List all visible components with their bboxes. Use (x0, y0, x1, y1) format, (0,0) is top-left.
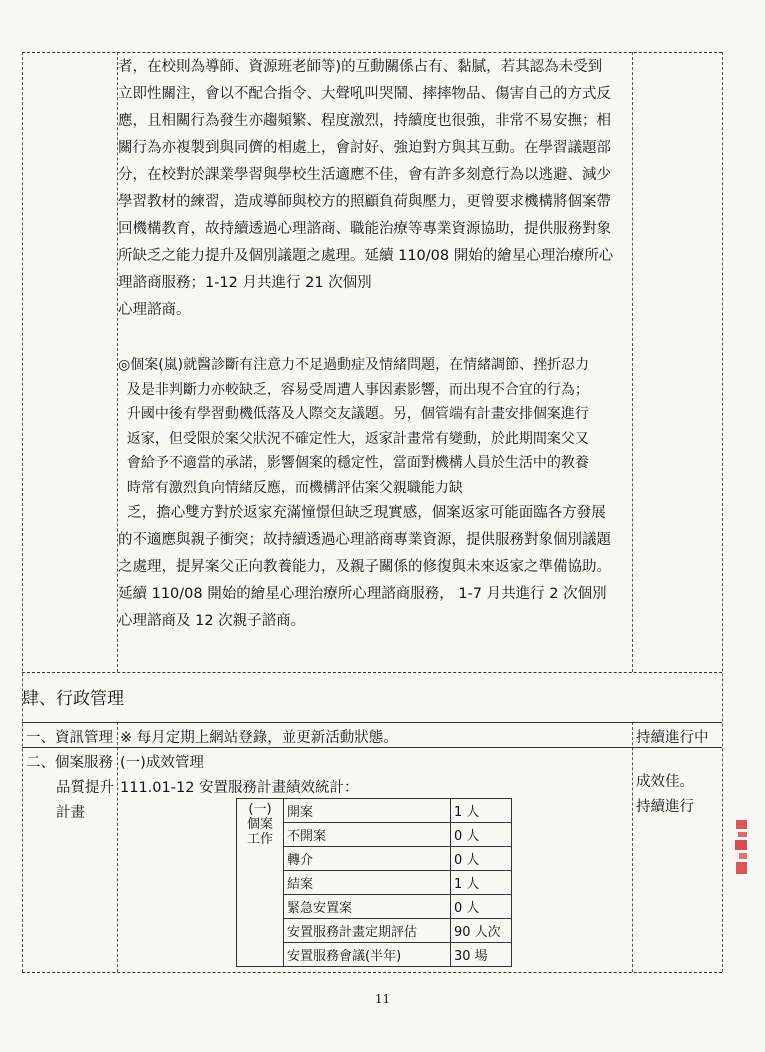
text-line: 延續 110/08 開始的繪星心理治療所心理諮商服務， 1-7 月共進行 2 次個別 (118, 586, 607, 602)
table-top-border (22, 52, 722, 53)
text-line: 升國中後有學習動機低落及人際交友議題。另，個管端有計畫安排個案進行 (118, 406, 589, 422)
text-line: 者，在校則為導師、資源班老師等)的互動關係占有、黏膩，若其認為未受到 (118, 59, 603, 75)
page-number: 11 (374, 992, 391, 1006)
group-header-line: 個案 (246, 817, 273, 832)
stat-value: 0 人 (451, 895, 512, 919)
row-separator-1 (22, 672, 722, 673)
row2-status-line-2: 持續進行 (636, 799, 694, 815)
section-title: 肆、行政管理 (22, 689, 124, 709)
text-line: 所缺乏之能力提升及個別議題之處理。延續 110/08 開始的繪星心理治療所心 (118, 248, 614, 264)
narrative-paragraph-1 (118, 54, 613, 324)
text-line: 心理諮商及 12 次親子諮商。 (118, 613, 306, 629)
text-line: 返家，但受限於案父狀況不確定性大，返家計畫常有變動，於此期間案父又 (118, 430, 589, 447)
stat-item: 不開案 (284, 823, 451, 847)
stat-item: 結案 (284, 871, 451, 895)
row2-label-line-3: 計畫 (56, 805, 85, 821)
row1-status: 持續進行中 (636, 730, 709, 746)
stat-value: 1 人 (451, 799, 512, 823)
row2-status-line-1: 成效佳。 (636, 774, 694, 790)
text-line: 會給予不適當的承諾，影響個案的穩定性，當面對機構人員於生活中的教養 (118, 455, 589, 471)
stat-item: 緊急安置案 (284, 895, 451, 919)
text-line: 乏，擔心雙方對於返家充滿憧憬但缺乏現實感，個案返家可能面臨各方發展 (118, 505, 606, 521)
row2-heading: (一)成效管理 (120, 755, 204, 771)
red-stamp-mark (735, 818, 749, 878)
text-line: 關行為亦複製到與同儕的相處上，會討好、強迫對方與其互動。在學習議題部 (118, 140, 611, 156)
stat-value: 90 人次 (451, 919, 512, 943)
stat-value: 30 場 (451, 943, 512, 967)
text-line: 時常有激烈負向情緒反應，而機構評估案父親職能力缺 (118, 479, 463, 496)
narrative-paragraph-2 (118, 500, 611, 635)
text-line: 學習教材的練習，造成導師與校方的照顧負荷與壓力，更曾要求機構將個案帶 (118, 194, 611, 210)
stat-item: 開案 (284, 799, 451, 823)
row-separator-2 (22, 722, 722, 723)
stat-item: 安置服務會議(半年) (284, 943, 451, 967)
row1-label: 一、資訊管理 (26, 730, 113, 746)
table-col-divider-2b (632, 722, 633, 972)
table-col-divider-1b (117, 722, 118, 972)
case-bullet-paragraph (118, 353, 589, 500)
stat-item: 安置服務計畫定期評估 (284, 919, 451, 943)
group-header-line: 工作 (246, 832, 273, 847)
row1-content: ※ 每月定期上網站登錄，並更新活動狀態。 (120, 730, 398, 746)
table-col-divider-2 (632, 52, 633, 672)
row2-label-line-1: 二、個案服務 (26, 755, 113, 771)
text-line: 之處理，提昇案父正向教養能力，及親子關係的修復與未來返家之準備協助。 (118, 559, 611, 575)
table-right-border (722, 52, 723, 972)
text-line: 理諮商服務；1-12 月共進行 21 次個別 (118, 275, 372, 291)
performance-stats-table (236, 798, 512, 967)
stat-item: 轉介 (284, 847, 451, 871)
text-line: 應，且相關行為發生亦趨頻繁、程度激烈，持續度也很強，非常不易安撫；相 (118, 113, 611, 129)
text-line: ◎個案(嵐)就醫診斷有注意力不足過動症及情緒問題，在情緒調節、挫折忍力 (118, 357, 590, 373)
stat-value: 0 人 (451, 823, 512, 847)
text-line: 心理諮商。 (118, 302, 191, 318)
group-header-line: (一) (248, 802, 272, 817)
table-left-border (22, 52, 23, 972)
stat-value: 1 人 (451, 871, 512, 895)
text-line: 及是非判斷力亦較缺乏，容易受周遭人事因素影響，而出現不合宜的行為； (118, 381, 589, 398)
stat-value: 0 人 (451, 847, 512, 871)
row2-subheading: 111.01-12 安置服務計畫績效統計： (120, 780, 359, 796)
row-separator-3 (22, 747, 722, 748)
table-row (237, 799, 512, 823)
text-line: 回機構教育，故持續透過心理諮商、職能治療等專業資源協助，提供服務對象 (118, 221, 611, 237)
table-bottom-border (22, 972, 722, 973)
table-group-header (237, 799, 284, 967)
text-line: 的不適應與親子衝突；故持續透過心理諮商專業資源，提供服務對象個別議題 (118, 532, 611, 548)
text-line: 分，在校對於課業學習與學校生活適應不佳，會有許多刻意行為以逃避、減少 (118, 167, 611, 183)
text-line: 立即性關注，會以不配合指令、大聲吼叫哭鬧、摔摔物品、傷害自己的方式反 (118, 86, 611, 102)
row2-label-line-2: 品質提升 (56, 780, 114, 796)
